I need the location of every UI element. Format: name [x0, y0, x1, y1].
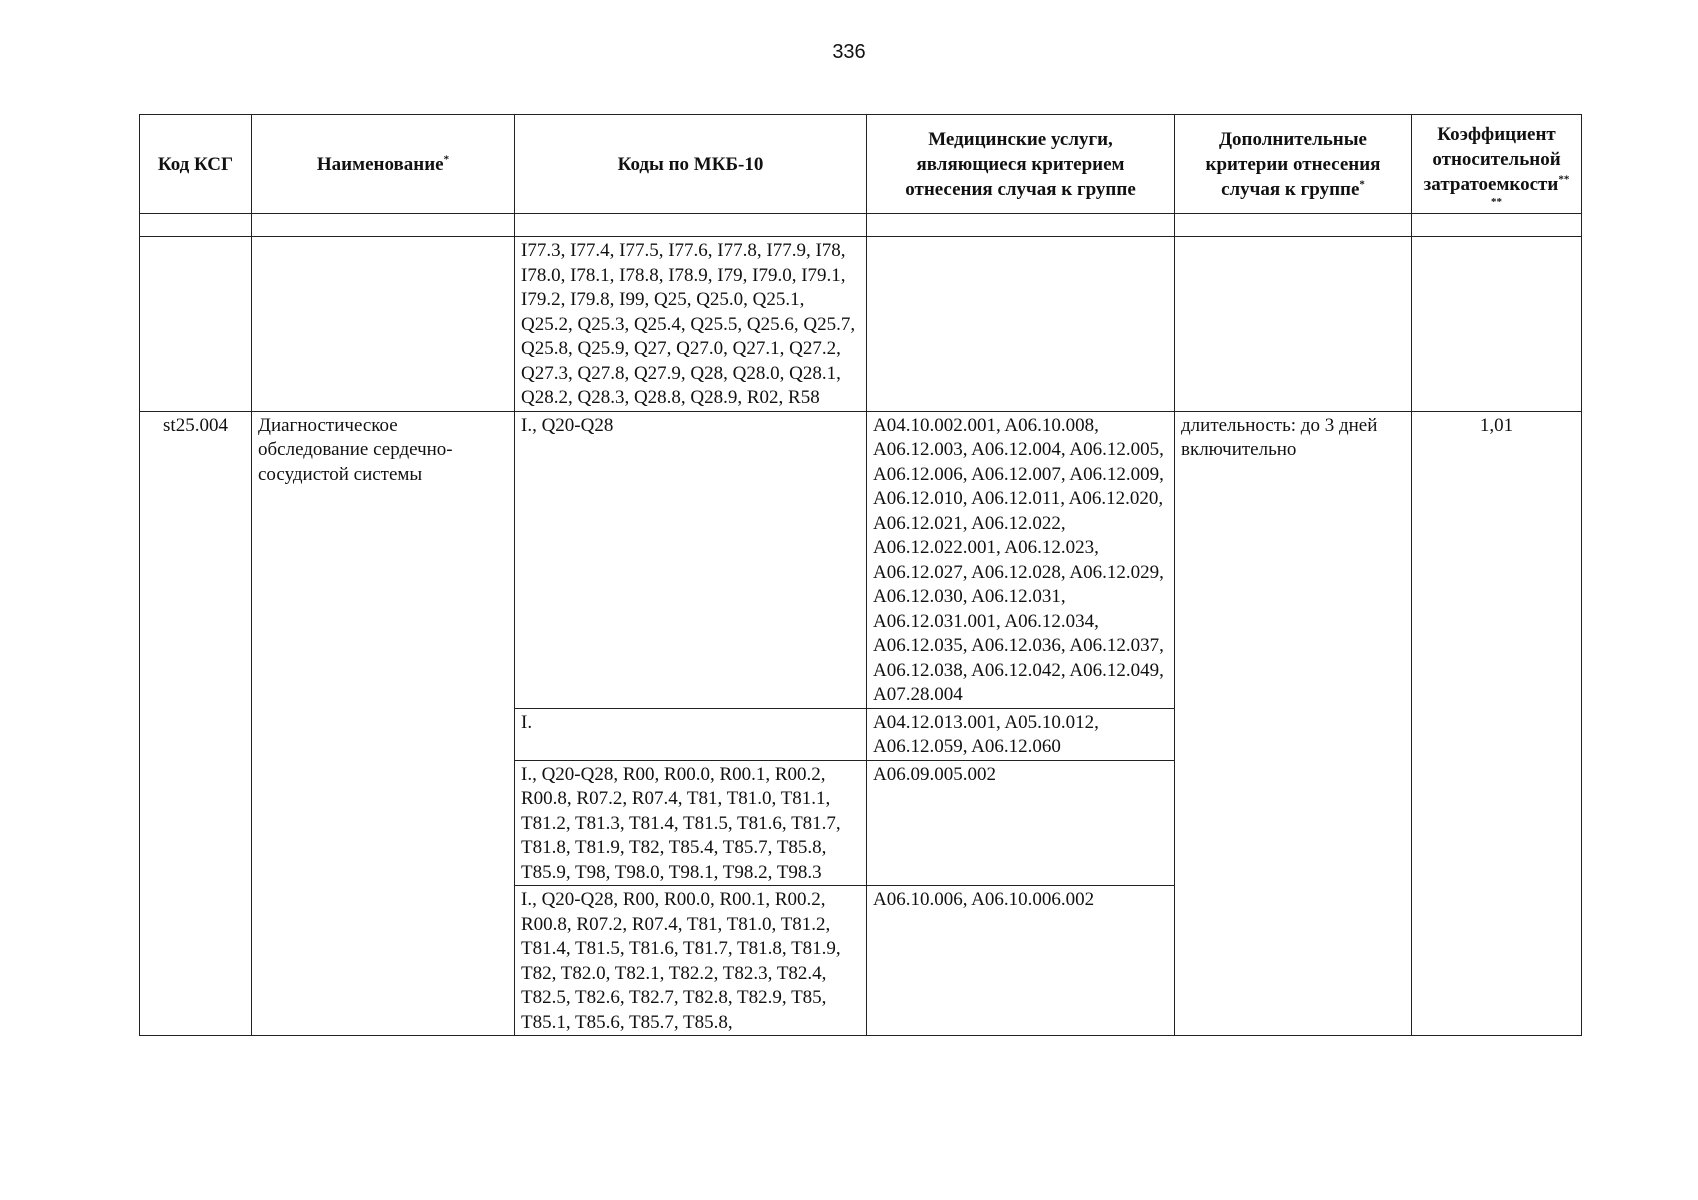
header-code: Код КСГ	[140, 115, 252, 214]
services-cell: A04.12.013.001, A05.10.012, A06.12.059, A06.12.060	[867, 708, 1175, 760]
coefficient-cell: 1,01	[1412, 411, 1582, 1036]
header-services: Медицинские услуги, являющиеся критерием отнесения случая к группе	[867, 115, 1175, 214]
header-coef: Коэффициент относительной затратоемкости** **	[1412, 115, 1582, 214]
header-mkb: Коды по МКБ-10	[515, 115, 867, 214]
header-criteria: Дополнительные критерии отнесения случая к группе*	[1175, 115, 1412, 214]
services-cell: A06.09.005.002	[867, 760, 1175, 886]
ksg-name-cell: Диагностическое обследование сердечно-сосудистой системы	[252, 411, 515, 1036]
table-row	[140, 237, 1582, 412]
mkb-codes-cell: I.	[515, 708, 867, 760]
ksg-code-cell: st25.004	[140, 411, 252, 1036]
page-number: 336	[832, 41, 866, 63]
header-name: Наименование*	[252, 115, 515, 214]
table-row	[140, 411, 1582, 708]
services-cell: A04.10.002.001, A06.10.008, A06.12.003, A06.12.004, A06.12.005, A06.12.006, A06.12.007, A06.12.009, A06.12.010, A06.12.011, A06.12.020, A06.12.021, A06.12.022, A06.12.022.001, A06.12.023, A06.12.027, A06.12.028, A06.12.029, A06.12.030, A06.12.031, A06.12.031.001, A06.12.034, A06.12.035, A06.12.036, A06.12.037, A06.12.038, A06.12.042, A06.12.049, A07.28.004	[867, 411, 1175, 708]
services-cell: A06.10.006, A06.10.006.002	[867, 886, 1175, 1036]
criteria-cell: длительность: до 3 дней включительно	[1175, 411, 1412, 1036]
mkb-codes-cell: I77.3, I77.4, I77.5, I77.6, I77.8, I77.9, I78, I78.0, I78.1, I78.8, I78.9, I79, I79.0, I79.1, I79.2, I79.8, I99, Q25, Q25.0, Q25.1, Q25.2, Q25.3, Q25.4, Q25.5, Q25.6, Q25.7, Q25.8, Q25.9, Q27, Q27.0, Q27.1, Q27.2, Q27.3, Q27.8, Q27.9, Q28, Q28.0, Q28.1, Q28.2, Q28.3, Q28.8, Q28.9, R02, R58	[515, 237, 867, 412]
ksg-table	[139, 114, 1582, 1036]
column-number-row	[140, 214, 1582, 237]
mkb-codes-cell: I., Q20-Q28, R00, R00.0, R00.1, R00.2, R00.8, R07.2, R07.4, T81, T81.0, T81.1, T81.2, T81.3, T81.4, T81.5, T81.6, T81.7, T81.8, T81.9, T82, T85.4, T85.7, T85.8, T85.9, T98, T98.0, T98.1, T98.2, T98.3	[515, 760, 867, 886]
mkb-codes-cell: I., Q20-Q28	[515, 411, 867, 708]
table-header-row	[140, 115, 1582, 214]
mkb-codes-cell: I., Q20-Q28, R00, R00.0, R00.1, R00.2, R00.8, R07.2, R07.4, T81, T81.0, T81.2, T81.4, T81.5, T81.6, T81.7, T81.8, T81.9, T82, T82.0, T82.1, T82.2, T82.3, T82.4, T82.5, T82.6, T82.7, T82.8, T82.9, T85, T85.1, T85.6, T85.7, T85.8,	[515, 886, 867, 1036]
